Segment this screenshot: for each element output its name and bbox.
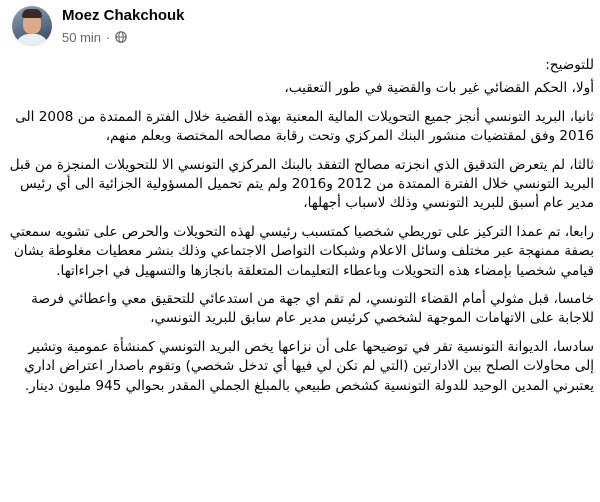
post-meta (62, 29, 127, 45)
post-paragraph-2: ثانيا، البريد التونسي أنجز جميع التحويلات المالية المعنية بهذه القضية خلال الفترة الممتدة من 2008 الى 2016 وفق لمقتضيات منشور البنك المركزي وتحت رقابة مصالحه المختصة وبعلم منهم، (15, 108, 594, 145)
post-header (0, 0, 600, 62)
post-paragraph-1: أولا، الحكم القضائي غير بات والقضية في طور التعقيب، (284, 80, 594, 97)
post-paragraph-3: ثالثا، لم يتعرض التدقيق الذي انجزته مصالح التفقد بالبنك المركزي التونسي الا للتحويلات المنجزة من قبل البريد التونسي خلال الفترة الممتدة من 2012 و2016 ولم يتم تحميل المسؤولية الجزائية الى أي رئيس مدير عام أسبق للبريد التونسي وذلك لاسباب أجهلها، (9, 156, 594, 212)
avatar[interactable] (12, 6, 52, 46)
post-text (8, 56, 594, 405)
post-timestamp[interactable]: 50 min (62, 29, 102, 45)
globe-icon[interactable] (115, 31, 127, 43)
post-paragraph-5: خامسا، قبل مثولي أمام القضاء التونسي، لم تقم اي جهة من استدعائي للتحقيق معي واعطائي فرصة للاجابة على الاتهامات الموجهة لشخصي كرئيس مدير عام سابق للبريد التونسي، (31, 291, 594, 327)
post-paragraph-intro: للتوضيح: (545, 57, 594, 73)
post-paragraph-4: رابعا، تم عمدا التركيز على توريطي شخصيا كمتسبب رئيسي لهذه التحويلات والحرص على تشويه سمعتي بصفة ممنهجة عبر مختلف وسائل الاعلام وشبكات التواصل الاجتماعي وذلك بنشر معطيات مغلوطة بشان قيامي شخصيا بإمضاء هذه التحويلات وباعطاء التعليمات المتعلقة بانجازها والتسهيل في اجراءاتها. (9, 223, 594, 279)
author-name[interactable]: Moez Chakchouk (62, 7, 185, 24)
post-paragraph-6: سادسا، الديوانة التونسية تقر في توضيحها على أن نزاعها يخص البريد التونسي كمنشأة عمومية وتشير إلى محاولات الصلح بين الادارتين (التي لم تكن لي فيها أي تدخل شخصي) وتقوم باصدار اعتراض اداري يعتبرني المدين الوحيد للدولة التونسية كشخص طبيعي بالمبلغ الجملي المقدر بحوالي 945 مليون دينار. (24, 338, 594, 394)
avatar-shirt (15, 34, 49, 46)
avatar-hair (22, 9, 42, 18)
meta-separator: · (106, 29, 111, 45)
